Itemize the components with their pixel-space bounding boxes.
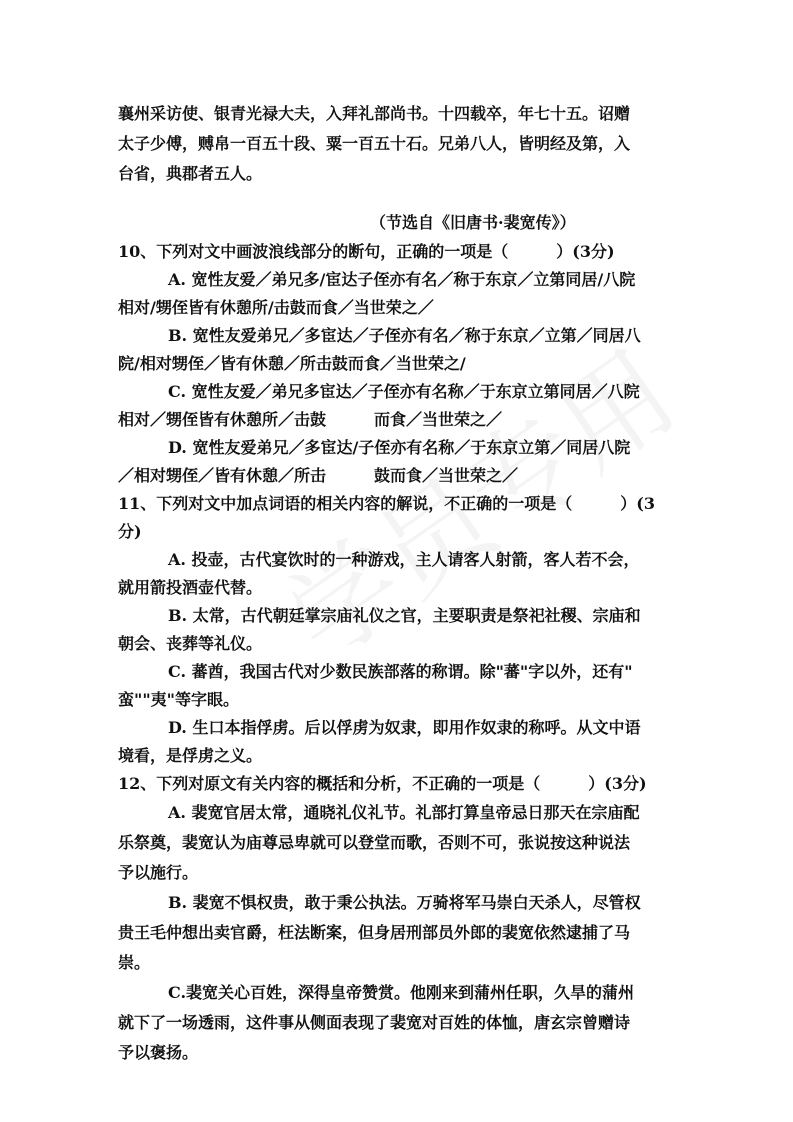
q11-option-a: 就用箭投酒壶代替。 (118, 578, 263, 597)
q10-option-b: 院/相对甥侄／皆有休憩／所击鼓而食／当世荣之/ (118, 354, 466, 373)
q11-option-c: C. 蕃酋，我国古代对少数民族部落的称谓。除"蕃"字以外，还有" (168, 662, 633, 681)
q12-option-b: 贵王毛仲想出卖官爵，枉法断案，但身居刑部员外郎的裴宽依然逮捕了马 (118, 923, 631, 942)
q11-option-d: D. 生口本指俘虏。后以俘虏为奴隶，即用作奴隶的称呼。从文中语 (168, 718, 641, 737)
q12-option-a: A. 裴宽官居太常，通晓礼仪礼节。礼部打算皇帝忌日那天在宗庙配 (168, 803, 640, 822)
q10-option-a: 相对/甥侄皆有休憩所/击鼓而食／当世荣之／ (118, 298, 434, 317)
passage-line: 台省，典郡者五人。 (118, 164, 263, 183)
q10-option-c: C. 宽性友爱／弟兄多宦达／子侄亦有名称／于东京立第同居／八院 (168, 382, 640, 401)
passage-line: 襄州采访使、银青光禄大夫，入拜礼部尚书。十四载卒，年七十五。诏赠 (118, 104, 631, 123)
question-10-stem: 10、下列对文中画波浪线部分的断句，正确的一项是（ ）(3分) (118, 242, 615, 261)
q12-option-c: 就下了一场透雨，这件事从侧面表现了裴宽对百姓的体恤，唐玄宗曾赠诗 (118, 1013, 631, 1032)
q11-option-b: 朝会、丧葬等礼仪。 (118, 634, 263, 653)
q11-option-d: 境看，是俘虏之义。 (118, 746, 263, 765)
q10-option-a: A. 宽性友爱／弟兄多/宦达子侄亦有名／称于东京／立第同居/八院 (168, 270, 636, 289)
q12-option-b: B. 裴宽不惧权贵，敢于秉公执法。万骑将军马崇白天杀人，尽管权 (168, 893, 641, 912)
q10-option-b: B. 宽性友爱弟兄／多宦达／子侄亦有名／称于东京／立第／同居八 (168, 326, 641, 345)
q12-option-a: 乐祭奠，裴宽认为庙尊忌卑就可以登堂而歌，否则不可，张说按这种说法 (118, 833, 631, 852)
q10-option-d: D. 宽性友爱弟兄／多宦达/子侄亦有名称／于东京立第／同居八院 (168, 438, 631, 457)
question-11-stem: 11、下列对文中加点词语的相关内容的解说，不正确的一项是（ ）(3 (118, 494, 655, 513)
q10-option-d: ／相对甥侄／皆有休憩／所击 鼓而食／当世荣之／ (118, 466, 519, 485)
source-citation: （节选自《旧唐书·裴宽传》） (370, 213, 576, 232)
q11-option-c: 蛮""夷"等字眼。 (118, 690, 240, 709)
q12-option-c: C.裴宽关心百姓，深得皇帝赞赏。他刚来到蒲州任职，久旱的蒲州 (168, 983, 635, 1002)
question-11-stem: 分) (118, 522, 142, 541)
q12-option-c: 予以褒扬。 (118, 1043, 199, 1062)
passage-line: 太子少傅，赙帛一百五十段、粟一百五十石。兄弟八人，皆明经及第，入 (118, 134, 631, 153)
q11-option-b: B. 太常，古代朝廷掌宗庙礼仪之官，主要职责是祭祀社稷、宗庙和 (168, 606, 641, 625)
q11-option-a: A. 投壶，古代宴饮时的一种游戏，主人请客人射箭，客人若不会， (168, 550, 640, 569)
q12-option-a: 予以施行。 (118, 863, 199, 882)
q12-option-b: 崇。 (118, 953, 151, 972)
question-12-stem: 12、下列对原文有关内容的概括和分析，不正确的一项是（ ）(3分) (118, 774, 647, 793)
q10-option-c: 相对／甥侄皆有休憩所／击鼓 而食／当世荣之／ (118, 410, 503, 429)
